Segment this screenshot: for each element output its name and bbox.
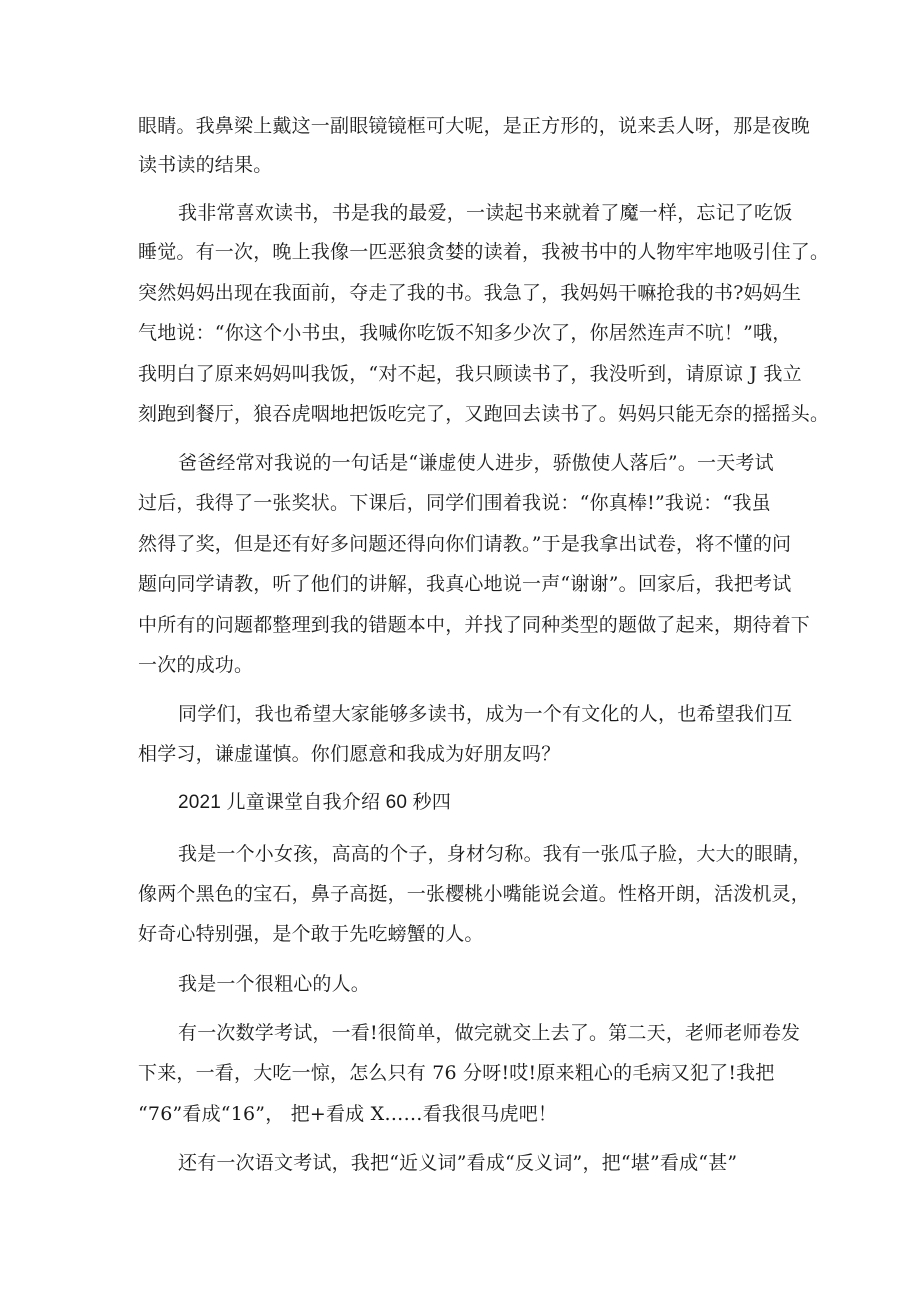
text-line: 我明白了原来妈妈叫我饭，“对不起，我只顾读书了，我没听到，请原谅 J 我立 [138,363,802,385]
text-line: 我非常喜欢读书，书是我的最爱，一读起书来就着了魔一样，忘记了吃饭 [178,202,793,224]
text-line: 好奇心特别强，是个敢于先吃螃蟹的人。 [138,923,484,945]
text-line: 然得了奖，但是还有好多问题还得向你们请教。”于是我拿出试卷，将不懂的问 [138,533,792,555]
text-line: 下来，一看，大吃一惊，怎么只有 76 分呀!哎!原来粗心的毛病又犯了!我把 [138,1062,775,1084]
text-line: 还有一次语文考试，我把“近义词”看成“反义词”，把“堪”看成“甚” [178,1152,738,1174]
text-line: 气地说：“你这个小书虫，我喊你吃饭不知多少次了，你居然连声不吭！”哦， [138,322,792,344]
text-line: 睡觉。有一次，晚上我像一匹恶狼贪婪的读着，我被书中的人物牢牢地吸引住了。 [138,241,830,263]
text-line: 相学习，谦虚谨慎。你们愿意和我成为好朋友吗？ [138,743,561,765]
text-line: 过后，我得了一张奖状。下课后，同学们围着我说：“你真棒!”我说：“我虽 [138,492,771,514]
text-line: 我是一个小女孩，高高的个子，身材匀称。我有一张瓜子脸，大大的眼睛， [178,843,812,865]
text-line: “76”看成“16”， 把+看成 X……看我很马虎吧！ [138,1103,558,1125]
text-line: 中所有的问题都整理到我的错题本中，并找了同种类型的题做了起来，期待着下 [138,614,811,636]
text-line: 刻跑到餐厅，狼吞虎咽地把饭吃完了，又跑回去读书了。妈妈只能无奈的摇摇头。 [138,403,830,425]
text-line: 我是一个很粗心的人。 [178,973,371,995]
section-heading: 2021 儿童课堂自我介绍 60 秒四 [178,792,452,813]
text-line: 爸爸经常对我说的一句话是“谦虚使人进步，骄傲使人落后”。一天考试 [178,452,774,474]
text-line: 题向同学请教，听了他们的讲解，我真心地说一声“谢谢”。回家后，我把考试 [138,573,792,595]
text-line: 眼睛。我鼻梁上戴这一副眼镜镜框可大呢，是正方形的，说来丢人呀，那是夜晚 [138,115,811,137]
text-line: 有一次数学考试，一看!很简单，做完就交上去了。第二天，老师老师卷发 [178,1022,801,1044]
text-line: 读书读的结果。 [138,154,273,176]
text-line: 同学们，我也希望大家能够多读书，成为一个有文化的人，也希望我们互 [178,703,793,725]
text-line: 一次的成功。 [138,654,254,676]
text-line: 像两个黑色的宝石，鼻子高挺，一张樱桃小嘴能说会道。性格开朗，活泼机灵， [138,883,811,905]
text-line: 突然妈妈出现在我面前，夺走了我的书。我急了，我妈妈干嘛抢我的书?妈妈生 [138,282,802,304]
